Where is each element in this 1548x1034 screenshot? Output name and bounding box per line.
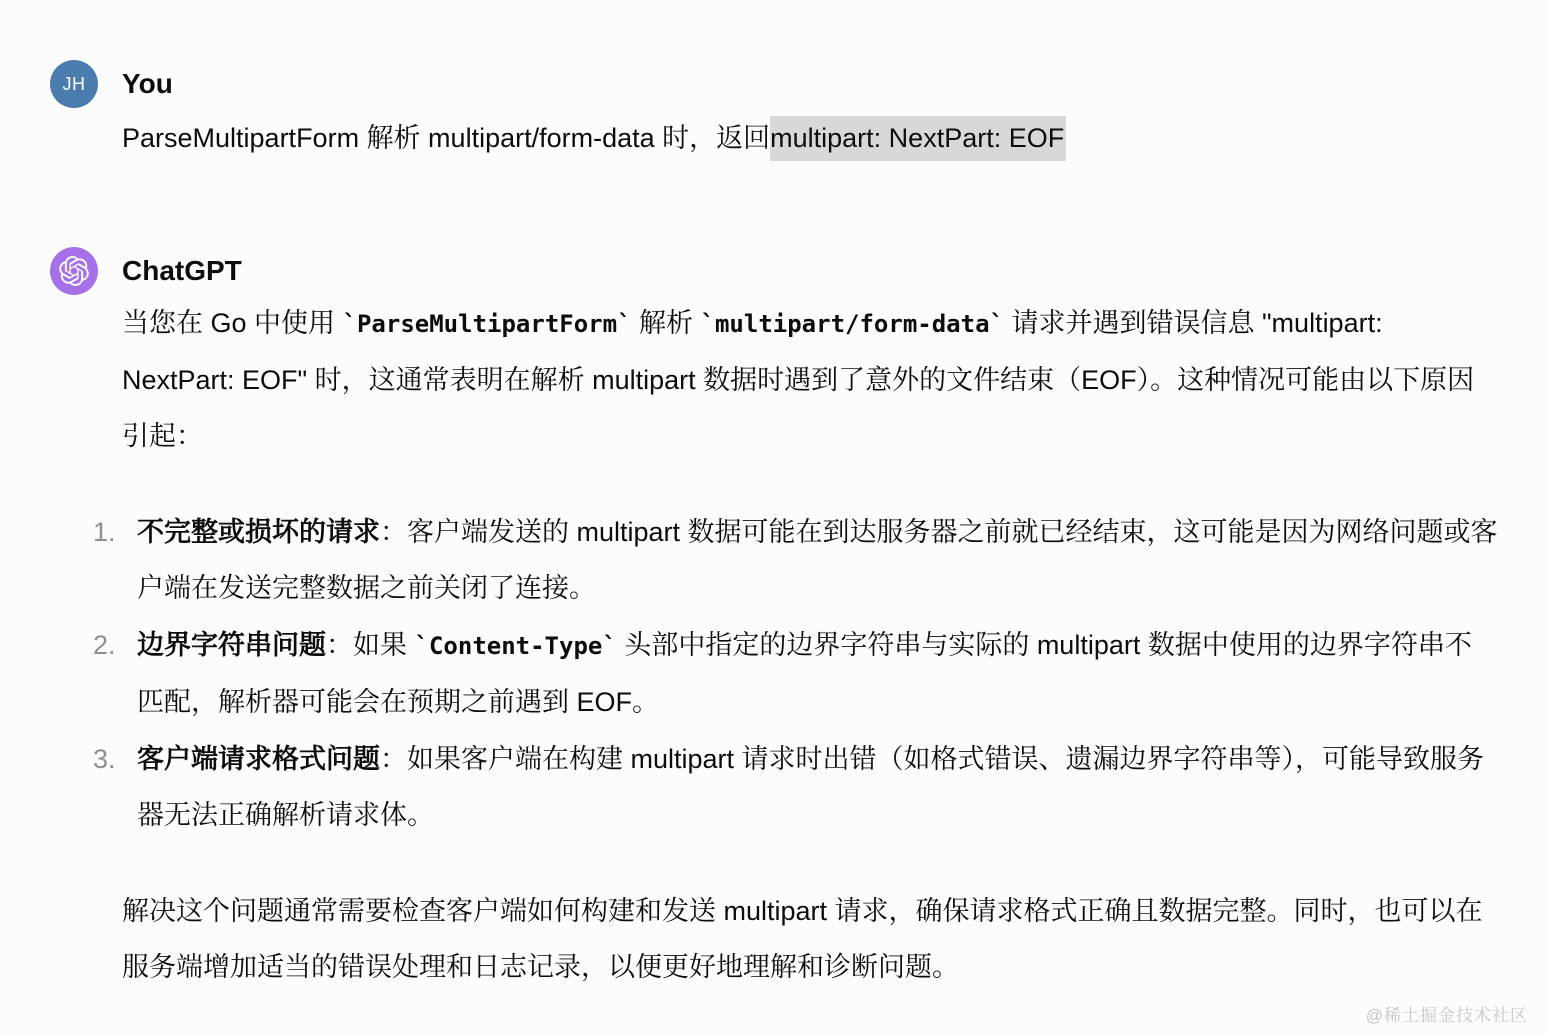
intro-code-parsemultipartform: `ParseMultipartForm` — [342, 310, 632, 338]
assistant-closing-paragraph: 解决这个问题通常需要检查客户端如何构建和发送 multipart 请求，确保请求格式正确且数据完整。同时，也可以在服务端增加适当的错误处理和日志记录，以便更好地理解和诊断问题。 — [122, 896, 1483, 982]
assistant-message — [50, 247, 1498, 995]
intro-text-2: 解析 — [631, 308, 701, 338]
list-item-heading: 不完整或损坏的请求 — [137, 517, 380, 547]
list-item-code-content-type: `Content-Type` — [414, 632, 617, 660]
user-author-label: You — [122, 68, 173, 99]
list-item-heading: 客户端请求格式问题 — [137, 744, 380, 774]
chatgpt-avatar — [50, 247, 98, 295]
juejin-watermark: @稀土掘金技术社区 — [1365, 1006, 1528, 1025]
user-avatar: JH — [50, 60, 98, 108]
list-item — [93, 617, 1498, 730]
list-item-number: 3. — [93, 744, 116, 774]
assistant-numbered-list — [93, 504, 1498, 843]
list-item-heading: 边界字符串问题 — [137, 630, 326, 660]
list-item-separator: ： — [380, 517, 407, 547]
list-item-text — [137, 731, 1498, 843]
list-item-body: 客户端发送的 multipart 数据可能在到达服务器之前就已经结束，这可能是因为网络问题或客户端在发送完整数据之前关闭了连接。 — [137, 517, 1498, 603]
assistant-author-label: ChatGPT — [122, 255, 242, 286]
assistant-intro-paragraph — [122, 295, 1498, 464]
list-item-body-1: 如果 — [353, 630, 415, 660]
openai-logo-icon — [59, 256, 89, 286]
list-item-separator: ： — [380, 744, 407, 774]
user-message-text-highlighted: multipart: NextPart: EOF — [770, 116, 1066, 161]
list-item-number: 1. — [93, 517, 116, 547]
list-item-body: 如果客户端在构建 multipart 请求时出错（如格式错误、遗漏边界字符串等），可能导致服务器无法正确解析请求体。 — [137, 744, 1485, 830]
list-item — [93, 731, 1498, 843]
intro-text-3: 请求并遇到错误信息 "multipart: NextPart: EOF" 时，这通常表明在解析 multipart 数据时遇到了意外的文件结束（EOF）。这种情况可能由以下原因引起： — [122, 308, 1475, 451]
list-item-text — [137, 504, 1498, 616]
intro-code-multipart-form-data: `multipart/form-data` — [700, 310, 1004, 338]
list-item-number: 2. — [93, 630, 116, 660]
list-item-separator: ： — [326, 630, 353, 660]
user-message-body — [122, 60, 1498, 162]
assistant-message-body — [93, 247, 1498, 995]
list-item-text — [137, 617, 1498, 730]
list-item-body-2: 头部中指定的边界字符串与实际的 multipart 数据中使用的边界字符串不匹配，解析器可能会在预期之前遇到 EOF。 — [137, 630, 1472, 717]
user-message-text-plain: ParseMultipartForm 解析 multipart/form-data 时，返回 — [122, 123, 771, 153]
list-item — [93, 504, 1498, 616]
intro-text-1: 当您在 Go 中使用 — [122, 308, 343, 338]
user-message-text — [122, 114, 1498, 162]
user-message — [50, 60, 1498, 162]
